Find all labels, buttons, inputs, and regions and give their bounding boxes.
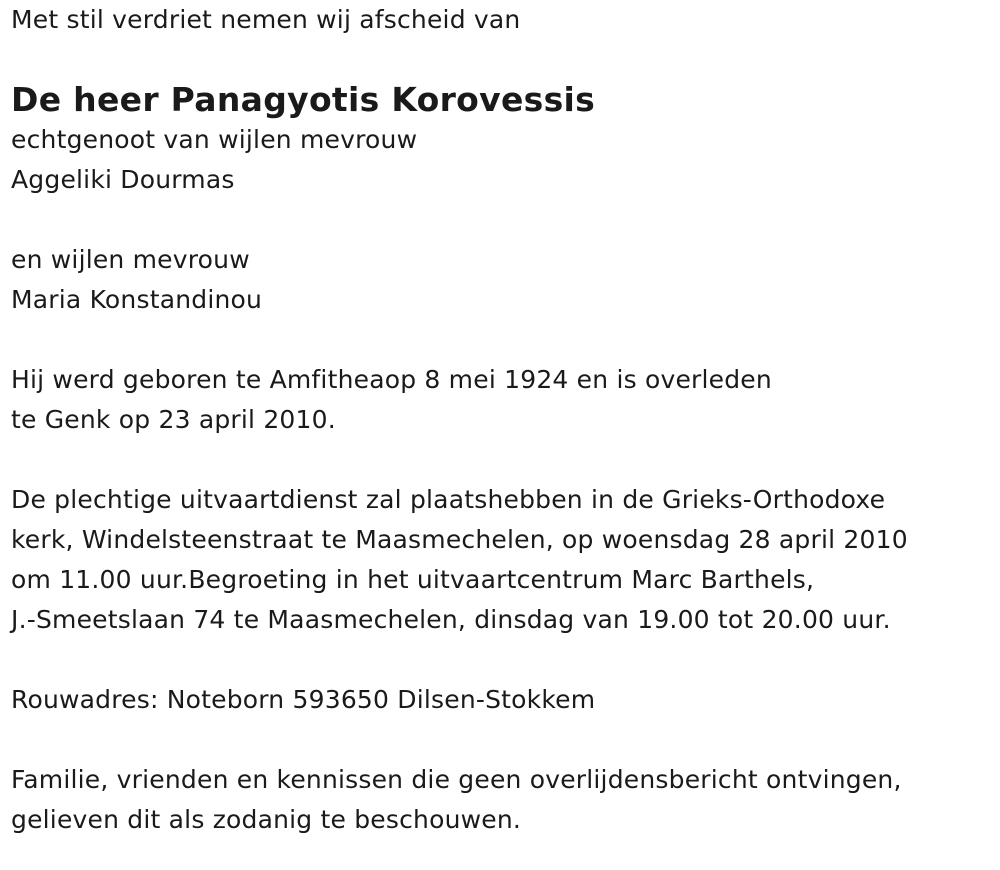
birth-death-line2: te Genk op 23 april 2010. <box>11 405 336 434</box>
deceased-name: De heer Panagyotis Korovessis <box>11 80 596 119</box>
service-line4: J.-Smeetslaan 74 te Maasmechelen, dinsdag van 19.00 tot 20.00 uur. <box>11 605 891 634</box>
spacer <box>11 320 1000 360</box>
mourning-address: Rouwadres: Noteborn 593650 Dilsen-Stokkem <box>11 685 596 714</box>
service-line3: om 11.00 uur.Begroeting in het uitvaartcentrum Marc Barthels, <box>11 565 815 594</box>
closing-line1: Familie, vrienden en kennissen die geen overlijdensbericht ontvingen, <box>11 765 902 794</box>
birth-death-line1: Hij werd geboren te Amfitheaop 8 mei 1924 en is overleden <box>11 365 772 394</box>
spacer <box>11 440 1000 480</box>
spouse2-name: Maria Konstandinou <box>11 285 263 314</box>
spouse1-name: Aggeliki Dourmas <box>11 165 235 194</box>
service-line1: De plechtige uitvaartdienst zal plaatshebben in de Grieks-Orthodoxe <box>11 485 886 514</box>
spacer <box>11 720 1000 760</box>
intro-text: Met stil verdriet nemen wij afscheid van <box>11 5 521 34</box>
service-line2: kerk, Windelsteenstraat te Maasmechelen, op woensdag 28 april 2010 <box>11 525 908 554</box>
spacer <box>11 640 1000 680</box>
spacer <box>11 200 1000 240</box>
spouse1-relation: echtgenoot van wijlen mevrouw <box>11 125 418 154</box>
closing-line2: gelieven dit als zodanig te beschouwen. <box>11 805 522 834</box>
spacer <box>11 40 1000 44</box>
spouse2-relation: en wijlen mevrouw <box>11 245 250 274</box>
